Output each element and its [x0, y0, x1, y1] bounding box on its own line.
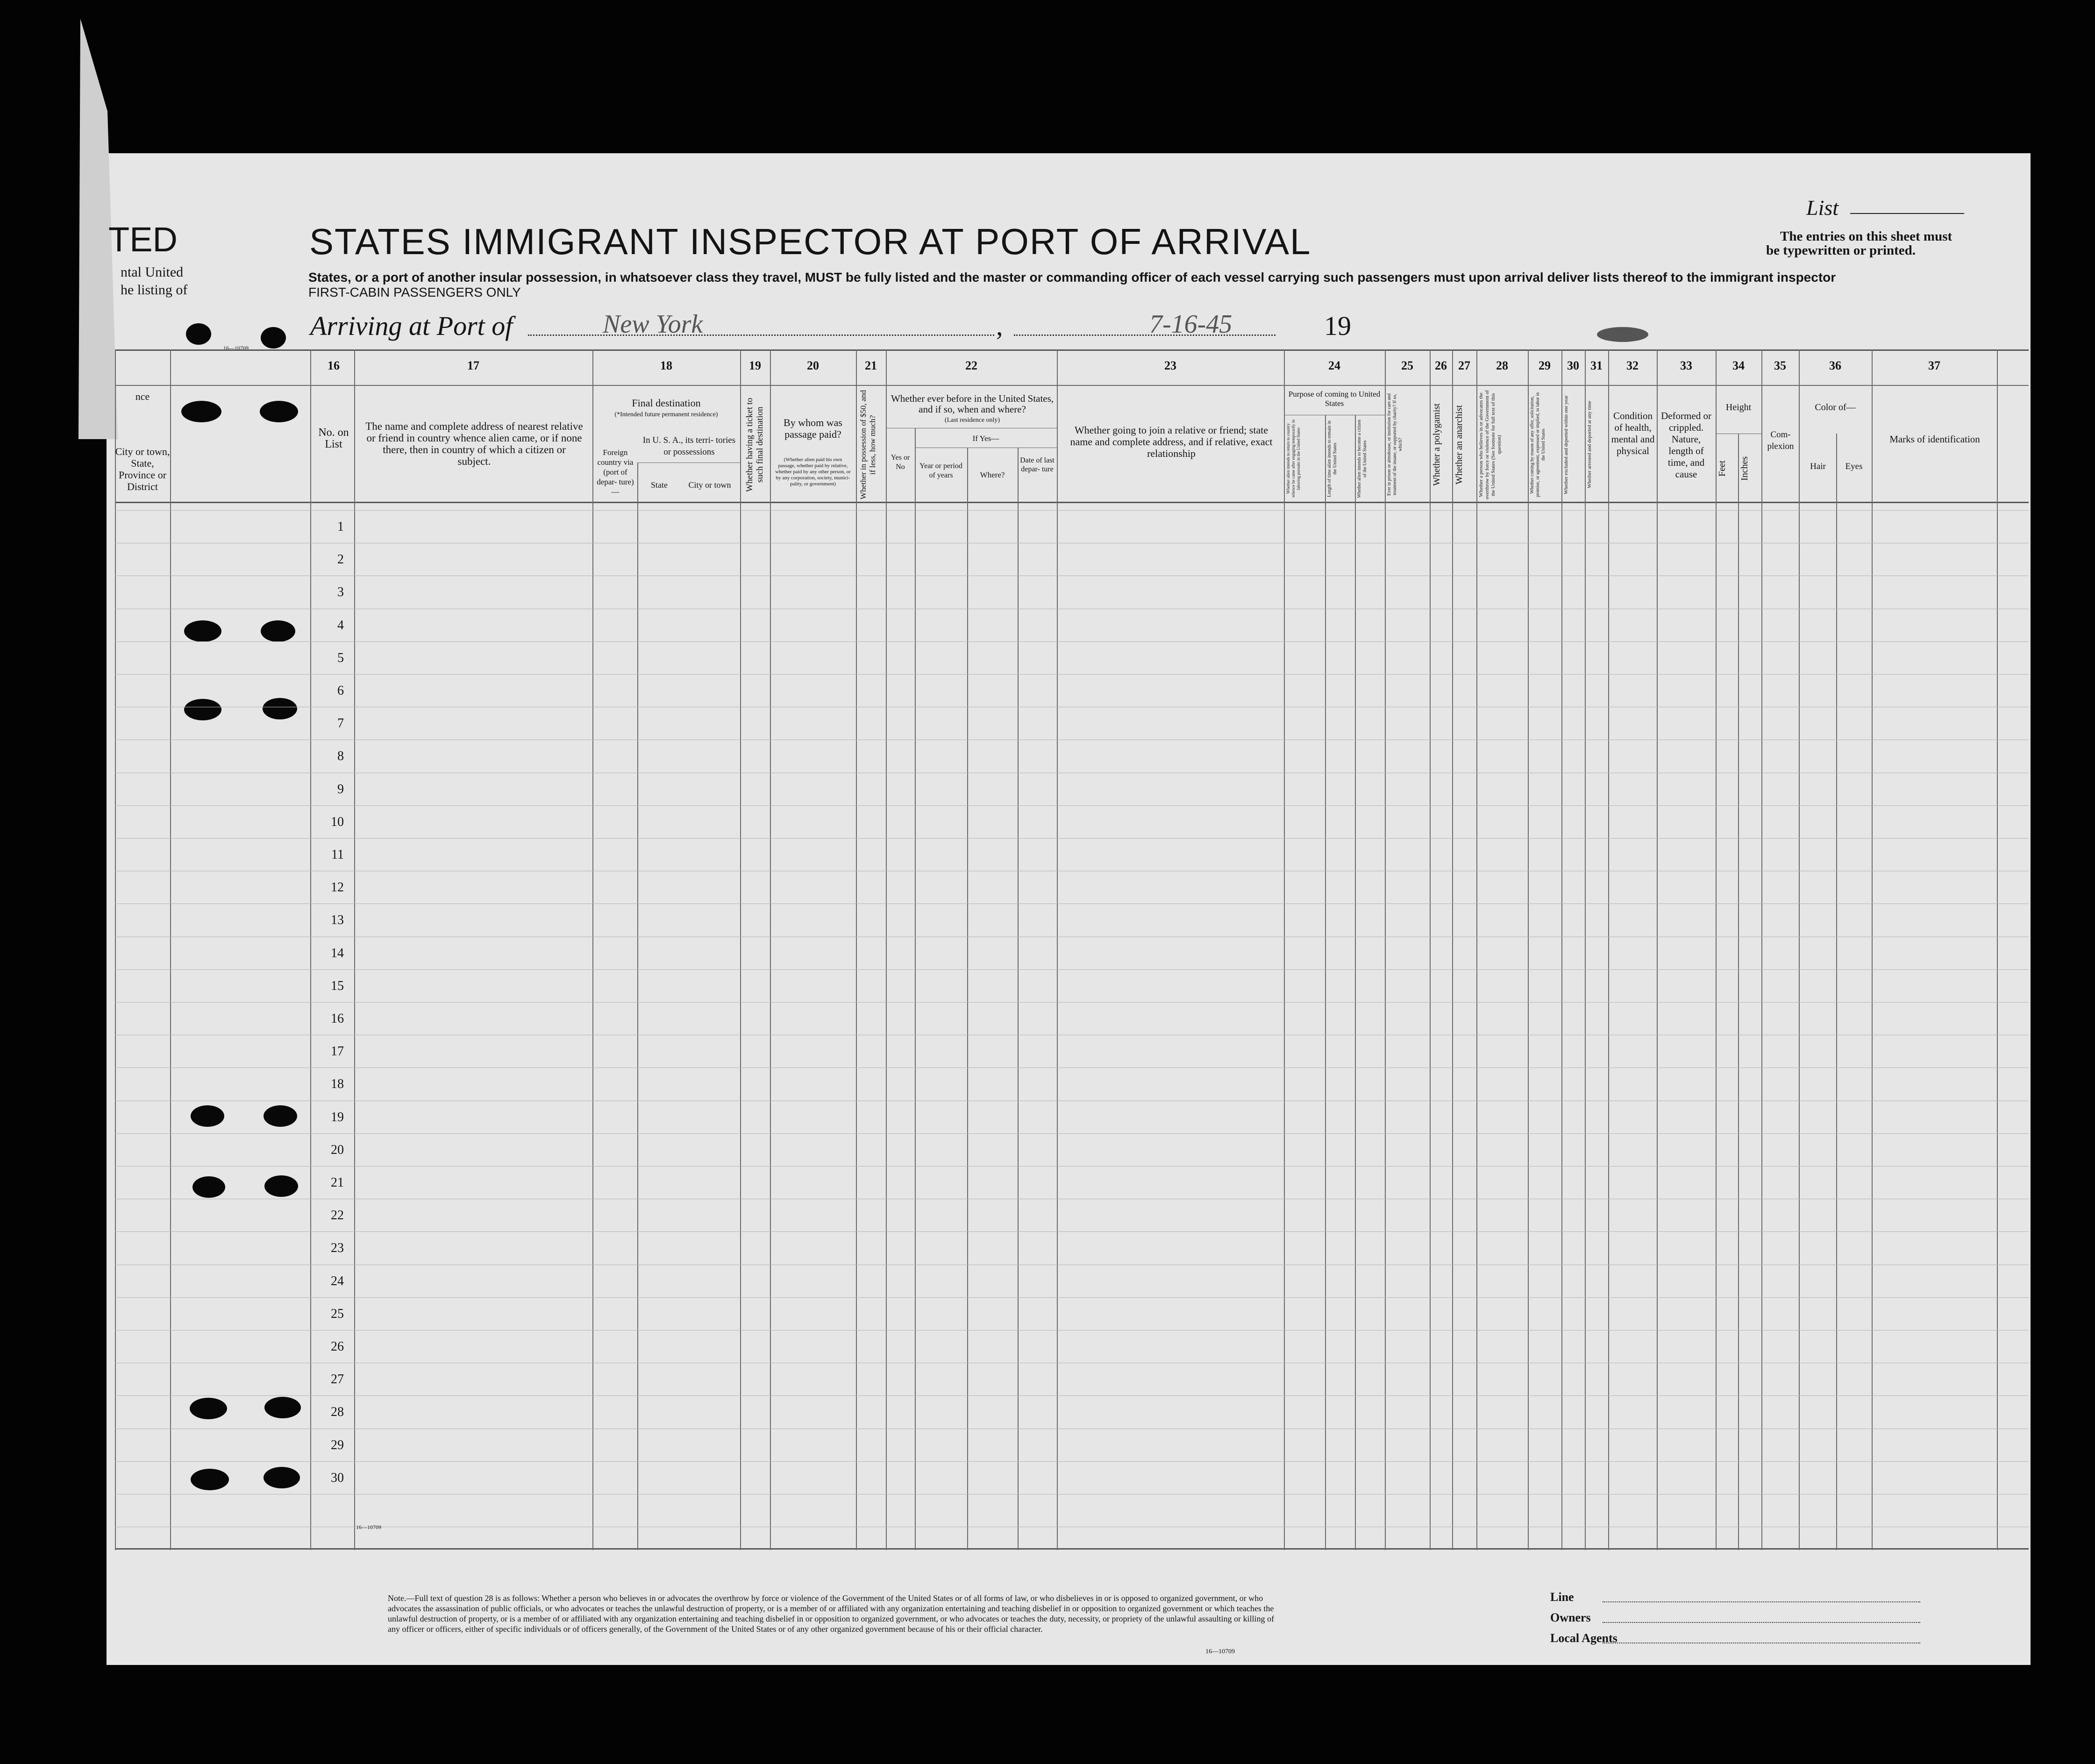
arriving-port-label: Arriving at Port of [310, 311, 513, 341]
row-number: 24 [331, 1273, 344, 1288]
col-nearest-relative: The name and complete address of nearest relative or friend in country whence alien came, or if none there, then in country of which a citizen or subject. [365, 420, 583, 467]
col-num-17: 17 [467, 359, 479, 372]
col-city-or-town: City or town [688, 480, 731, 490]
row-number: 15 [331, 978, 344, 993]
col-purpose-return: Whether alien intends to return to country whence he came after engaging temporarily in laboring pursuits in the United States [1286, 420, 1301, 498]
col-num-37: 37 [1928, 359, 1940, 372]
col-no-on-list: No. on List [318, 427, 349, 450]
row-number: 30 [331, 1470, 344, 1485]
col-overthrow: Whether a person who believes in or advocates the overthrow by force or violence of the Government of the United States (See footnote for full text of this question) [1478, 390, 1502, 499]
row-number: 27 [331, 1372, 344, 1387]
table-top-rule [115, 349, 2029, 351]
row-number: 11 [331, 847, 344, 862]
partial-title-left: TED [108, 220, 178, 259]
row-number: 21 [331, 1175, 344, 1190]
col-purpose-citizen: Whether alien intends to become a citizen of the United States [1357, 420, 1368, 498]
row-number: 23 [331, 1241, 344, 1256]
col-num-25: 25 [1401, 359, 1413, 372]
col-year-period: Year or period of years [919, 462, 962, 479]
col-date-last-departure: Date of last depar- ture [1020, 456, 1055, 473]
row-guide-line [115, 1395, 2029, 1396]
ink-smudge [1597, 327, 1648, 342]
footer-owners-label: Owners [1550, 1611, 1591, 1624]
col-final-destination-sub: (*Intended future permanent residence) [614, 411, 718, 418]
partial-side-text-1: ntal United [121, 264, 184, 280]
col-num-28: 28 [1496, 359, 1508, 372]
col-color-of: Color of— [1815, 402, 1856, 413]
row-number: 10 [331, 814, 344, 829]
col-num-36: 36 [1829, 359, 1841, 372]
col-num-35: 35 [1774, 359, 1786, 372]
col-num-20: 20 [807, 359, 819, 372]
col-yes-no: Yes or No [891, 454, 910, 471]
col-eyes: Eyes [1845, 462, 1863, 471]
col-going-to-join: Whether going to join a relative or friend; state name and complete address, and if relative, exact relationship [1070, 424, 1273, 459]
year-prefix: 19 [1324, 311, 1351, 341]
row-guide-line [115, 674, 2029, 675]
col-num-19: 19 [749, 359, 761, 372]
col-passage-paid: By whom was passage paid? [784, 417, 842, 440]
punch-hole [261, 327, 286, 349]
col-num-23: 23 [1164, 359, 1176, 372]
footer-owners-field[interactable] [1603, 1622, 1920, 1623]
row-number: 25 [331, 1306, 344, 1321]
form-title: STATES IMMIGRANT INSPECTOR AT PORT OF ARRIVAL [309, 221, 1311, 262]
col-excluded: Whether excluded and deported within one year [1563, 395, 1569, 494]
row-guide-line [115, 641, 2029, 642]
row-number: 3 [337, 585, 344, 600]
row-number: 13 [331, 913, 344, 928]
punch-hole [186, 323, 211, 345]
partial-side-text-2: he listing of [121, 282, 188, 298]
row-number: 20 [331, 1142, 344, 1157]
row-guide-line [115, 1002, 2029, 1003]
col-hair: Hair [1810, 462, 1826, 471]
row-number: 14 [331, 946, 344, 960]
column-number-rule [115, 385, 2029, 386]
col-num-34: 34 [1732, 359, 1745, 372]
col-ever-before: Whether ever before in the United States, and if so, when and where? [891, 393, 1054, 415]
col-num-21: 21 [865, 359, 877, 372]
row-number: 17 [331, 1044, 344, 1059]
col-state: State [651, 480, 668, 490]
form-class-label: FIRST-CABIN PASSENGERS ONLY [308, 285, 521, 299]
col-offer-labor: Whether coming by reason of any offer, solicitation, promise, or agreement, expressed or implied, to labor in the United States [1530, 392, 1546, 498]
list-label: List [1806, 196, 1839, 220]
col-in-usa: In U. S. A., its terri- tories or possessions [642, 435, 736, 457]
header-bottom-rule [115, 502, 2029, 503]
row-guide-line [115, 1461, 2029, 1462]
row-guide-line [115, 510, 2029, 511]
footnote-question-28: Note.—Full text of question 28 is as follows: Whether a person who believes in or advocates the overthrow by force or violence of the Government of the United States or of all forms of law, or who disbelieves in or is opposed to organized government, or who advocates the assassination of public officials, or who advocates or teaches the unlawful destruction of property, or is a member of or affiliated with any organization entertaining and teaching disbelief in or opposition to organized government or which teaches the unlawful destruction of property, or is a member of or affiliated with any organization entertaining and teaching disbelief in or opposition to organized government, or who advocates or teaches the duty, necessity, or propriety of the unlawful assaulting or killing of any officer or officers, either of specific individuals or of officers generally, of the Government of the United States or of any other organized government because of his or their official character. [388, 1593, 1274, 1634]
list-number-field[interactable] [1850, 213, 1964, 214]
row-guide-line [115, 838, 2029, 839]
date-field[interactable] [1014, 334, 1276, 336]
row-guide-line [115, 1166, 2029, 1167]
row-number: 26 [331, 1339, 344, 1354]
col-residence-label: City or town, State, Province or District [115, 446, 170, 492]
port-field[interactable] [528, 334, 994, 336]
col-num-24: 24 [1328, 359, 1340, 372]
col-height-feet: Feet [1717, 460, 1727, 477]
date-handwritten: 7-16-45 [1149, 310, 1233, 339]
col-arrested: Whether arrested and deported at any time [1587, 401, 1592, 489]
row-guide-line [115, 1133, 2029, 1134]
row-number: 6 [337, 683, 344, 698]
row-number: 16 [331, 1011, 344, 1026]
entries-note-line-1: The entries on this sheet must [1780, 229, 1952, 244]
row-number: 19 [331, 1110, 344, 1124]
row-number: 2 [337, 552, 344, 567]
col-purpose-length: Length of time alien intends to remain in the United States [1327, 420, 1338, 497]
col-anarchist: Whether an anarchist [1454, 405, 1464, 484]
row-number: 1 [337, 519, 344, 534]
row-guide-line [115, 1067, 2029, 1068]
col-num-18: 18 [660, 359, 672, 372]
col-num-30: 30 [1567, 359, 1579, 372]
row-guide-line [115, 969, 2029, 970]
form-code-note: 16—10709 [1205, 1648, 1235, 1655]
row-number: 4 [337, 618, 344, 633]
col-final-destination: Final destination [632, 397, 701, 409]
table-bottom-rule [115, 1548, 2029, 1550]
col-num-16: 16 [328, 359, 340, 372]
row-number: 18 [331, 1077, 344, 1092]
row-number: 5 [337, 650, 344, 665]
row-guide-line [115, 1231, 2029, 1232]
row-number: 9 [337, 782, 344, 797]
form-code-bottom: 16—10709 [356, 1524, 381, 1530]
col-height-inches: Inches [1739, 456, 1750, 481]
col-health: Condition of health, mental and physical [1611, 410, 1655, 456]
col-residence-partial: nce [135, 391, 150, 402]
col-purpose: Purpose of coming to United States [1288, 390, 1381, 408]
row-guide-line [115, 903, 2029, 904]
col-where: Where? [980, 470, 1005, 479]
comma: , [996, 311, 1003, 341]
row-number: 28 [331, 1405, 344, 1420]
form-instructions: States, or a port of another insular possession, in whatsoever class they travel, MUST be fully listed and the master or commanding officer of each vessel carrying such passengers must upon arrival deliver lists thereof to the immigrant inspector [308, 270, 1836, 285]
col-num-22: 22 [965, 359, 977, 372]
col-ever-before-sub: (Last residence only) [944, 417, 1000, 424]
port-handwritten: New York [603, 310, 703, 339]
row-guide-line [115, 805, 2029, 806]
col-deformed: Deformed or crippled. Nature, length of time, and cause [1661, 410, 1711, 480]
col-complexion: Com- plexion [1767, 430, 1794, 451]
col-marks: Marks of identification [1889, 434, 1980, 445]
col-prison: Ever in prison or almshouse, or institution for care and treatment of the insane, or supported by charity? If so, which? [1387, 393, 1403, 496]
col-ticket: Whether having a ticket to such final destination [745, 398, 765, 492]
col-fifty-dollars: Whether in possession of $50, and if less, how much? [859, 390, 877, 500]
col-polygamist: Whether a polygamist [1432, 403, 1442, 486]
col-foreign-country-via: Foreign country via (port of depar- ture)— [597, 448, 634, 496]
manifest-table [115, 349, 2029, 1550]
entries-note-line-2: be typewritten or printed. [1766, 243, 1916, 258]
row-number: 12 [331, 880, 344, 895]
footer-line-label: Line [1550, 1590, 1574, 1604]
row-guide-line [115, 1297, 2029, 1298]
footer-agents-label: Local Agents [1550, 1631, 1618, 1645]
col-num-33: 33 [1680, 359, 1692, 372]
footer-line-field[interactable] [1603, 1601, 1920, 1602]
col-if-yes: If Yes— [972, 434, 999, 443]
row-number: 8 [337, 749, 344, 764]
form-code-top: 16—10709 [223, 345, 249, 351]
col-num-27: 27 [1458, 359, 1470, 372]
col-passage-paid-sub: (Whether alien paid his own passage, whether paid by relative, whether paid by any other person, or by any corporation, society, munici- pality, or government) [775, 457, 851, 487]
row-number: 29 [331, 1437, 344, 1452]
col-num-26: 26 [1435, 359, 1447, 372]
col-num-32: 32 [1626, 359, 1639, 372]
row-number: 22 [331, 1208, 344, 1223]
col-num-31: 31 [1590, 359, 1603, 372]
row-number: 7 [337, 716, 344, 731]
col-height: Height [1725, 402, 1752, 413]
col-num-29: 29 [1539, 359, 1551, 372]
